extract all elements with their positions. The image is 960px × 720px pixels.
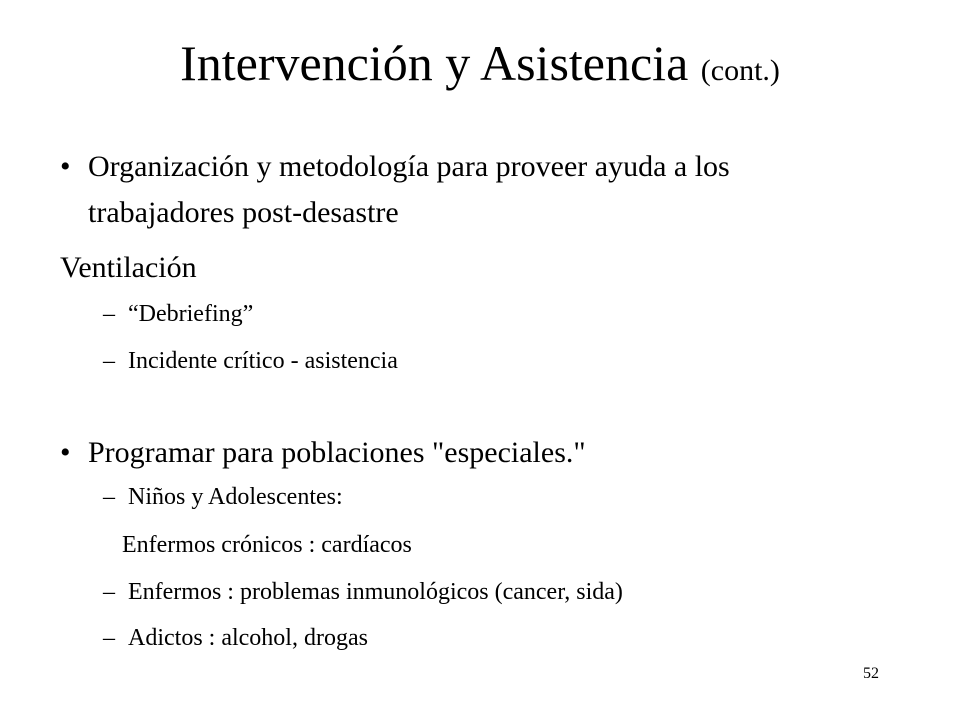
sub-item-enfermos-cronicos: Enfermos crónicos : cardíacos bbox=[122, 532, 412, 558]
bullet-organizacion-line1: Organización y metodología para proveer ayuda a los bbox=[88, 150, 730, 183]
dash-icon: – bbox=[103, 348, 115, 374]
bullet-organizacion-line2: trabajadores post-desastre bbox=[88, 196, 399, 229]
page-number: 52 bbox=[863, 665, 879, 682]
bullet-icon: • bbox=[60, 436, 71, 469]
sub-item-ninos: Niños y Adolescentes: bbox=[128, 484, 343, 510]
sub-item-adictos: Adictos : alcohol, drogas bbox=[128, 625, 368, 651]
slide-title bbox=[0, 28, 960, 106]
dash-icon: – bbox=[103, 579, 115, 605]
slide-title-text: Intervención y Asistencia bbox=[180, 35, 689, 91]
dash-icon: – bbox=[103, 301, 115, 327]
dash-icon: – bbox=[103, 625, 115, 651]
sub-item-incidente: Incidente crítico - asistencia bbox=[128, 348, 398, 374]
ventilacion-heading: Ventilación bbox=[60, 251, 197, 284]
slide-title-suffix: (cont.) bbox=[700, 54, 780, 87]
bullet-icon: • bbox=[60, 150, 71, 183]
sub-item-enfermos-inmuno: Enfermos : problemas inmunológicos (cancer, sida) bbox=[128, 579, 623, 605]
sub-item-debriefing: “Debriefing” bbox=[128, 301, 254, 327]
dash-icon: – bbox=[103, 484, 115, 510]
bullet-programar: Programar para poblaciones "especiales." bbox=[88, 436, 586, 469]
